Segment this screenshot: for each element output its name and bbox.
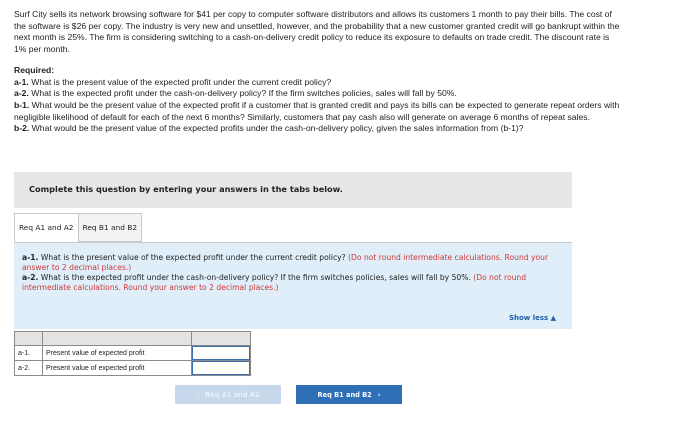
- problem-statement: [14, 9, 624, 135]
- instruction-a2: [22, 273, 567, 293]
- instruction-text: What is the expected profit under the cash-on-delivery policy? If the firm switches policies, sales will fall by 50%.: [38, 273, 474, 282]
- prev-tab-button[interactable]: [175, 385, 281, 404]
- show-less-link[interactable]: [509, 314, 556, 322]
- rounding-hint: (Do not round intermediate calculations. Round your answer to 2 decimal places.): [22, 273, 527, 292]
- required-item: [14, 123, 624, 135]
- required-item: [14, 77, 624, 89]
- instruction-a1: [22, 253, 567, 273]
- header-cell: [43, 332, 192, 346]
- table-header-row: [15, 332, 251, 346]
- required-item-label: b-1.: [14, 99, 30, 110]
- tab-req-b1-b2[interactable]: Req B1 and B2: [78, 213, 143, 242]
- instruction-label: a-1.: [22, 253, 39, 262]
- instruction-label: a-2.: [22, 273, 39, 282]
- answer-cell: [192, 346, 251, 361]
- required-item-text: What would be the present value of the expected profits under the cash-on-delivery policy, given the sales information from (b-1)?: [31, 123, 524, 134]
- question-panel: [14, 242, 572, 329]
- required-item-text: What is the expected profit under the cash-on-delivery policy? If the firm switches policies, sales will fall by 50%.: [31, 88, 457, 99]
- prev-button-label: Req A1 and A2: [205, 390, 260, 399]
- required-item: [14, 88, 624, 100]
- answer-input-a1[interactable]: [192, 346, 250, 360]
- answer-input-a2[interactable]: [192, 361, 250, 375]
- row-description: Present value of expected profit: [43, 361, 192, 376]
- question-instructions: [22, 253, 567, 293]
- tab-req-a1-a2[interactable]: Req A1 and A2: [14, 213, 79, 242]
- table-row: [15, 346, 251, 361]
- required-item-text: What would be the present value of the expected profit if a customer that is granted credit and pays its bills can be expected to generate repeat orders with negligible likelihood of default for each of the next 6 months? Similarly, customers that pay cash also will generate on average 6 months of repeat sales.: [14, 99, 620, 122]
- next-tab-button[interactable]: [296, 385, 402, 404]
- problem-intro: Surf City sells its network browsing software for $41 per copy to computer software distributors and allows its customers 1 month to pay their bills. The cost of the software is $26 per copy. The industry is very new and unsettled, however, and the probability that a new customer granted credit will go bankrupt within the next month is 25%. The firm is considering switching to a cash-on-delivery credit policy to reduce its exposure to defaults on trade credit. The discount rate is 1% per month.: [14, 9, 620, 55]
- table-row: [15, 361, 251, 376]
- required-section: [14, 65, 624, 135]
- required-item-text: What is the present value of the expected profit under the current credit policy?: [31, 76, 332, 87]
- required-item-label: b-2.: [14, 123, 30, 134]
- rounding-hint: (Do not round intermediate calculations. Round your answer to 2 decimal places.): [22, 253, 549, 272]
- header-cell: [15, 332, 43, 346]
- row-id: a-2.: [15, 361, 43, 376]
- answer-table: [14, 331, 251, 376]
- next-button-label: Req B1 and B2: [317, 390, 372, 399]
- required-item-label: a-1.: [14, 76, 29, 87]
- banner-text: Complete this question by entering your answers in the tabs below.: [29, 184, 343, 194]
- show-less-label: Show less: [508, 314, 549, 322]
- requirement-tabs: [14, 213, 142, 243]
- chevron-left-icon: ‹: [196, 390, 200, 399]
- row-id: a-1.: [15, 346, 43, 361]
- required-item-label: a-2.: [14, 88, 29, 99]
- header-cell: [192, 332, 251, 346]
- required-item: [14, 100, 624, 123]
- chevron-right-icon: ›: [377, 390, 381, 399]
- answer-cell: [192, 361, 251, 376]
- row-description: Present value of expected profit: [43, 346, 192, 361]
- instructions-banner: [14, 172, 572, 208]
- triangle-up-icon: ▲: [550, 314, 556, 322]
- required-label: Required:: [14, 64, 55, 75]
- instruction-text: What is the present value of the expected profit under the current credit policy?: [38, 253, 349, 262]
